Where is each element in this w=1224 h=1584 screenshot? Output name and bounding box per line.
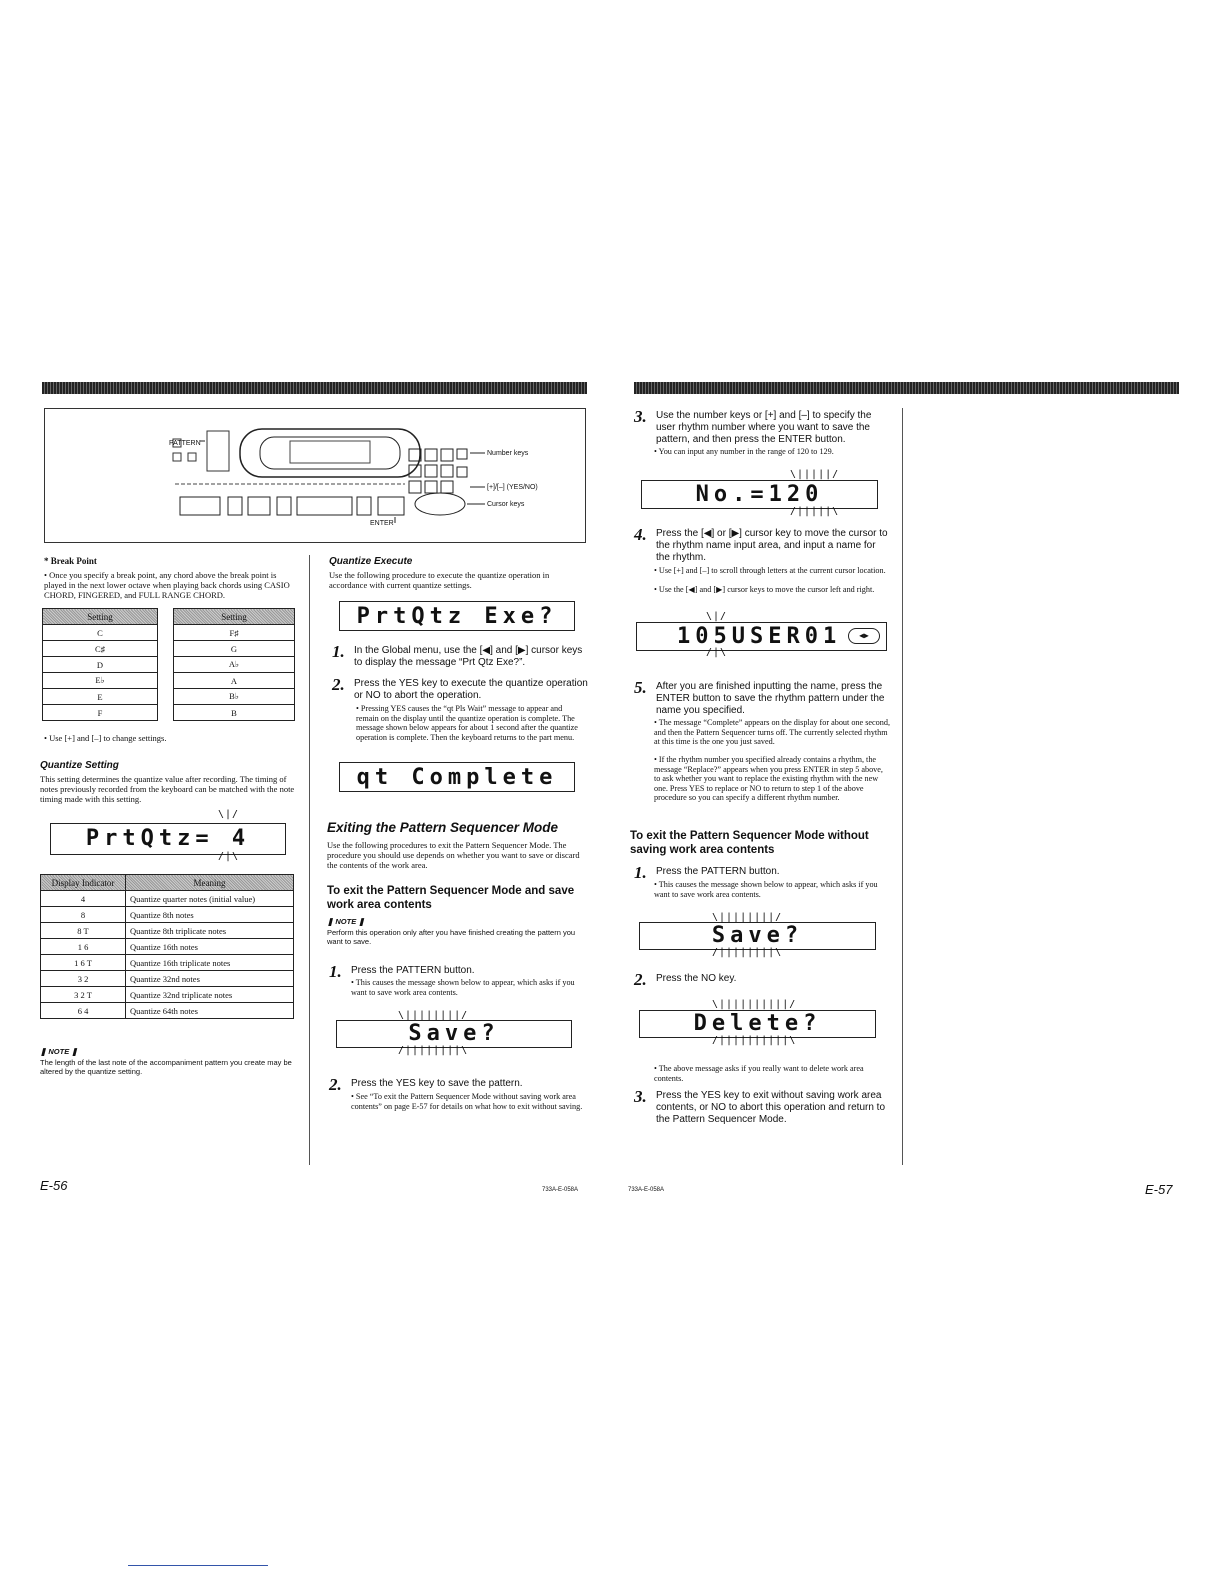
table-row [41, 923, 294, 939]
pattern-label: PATTERN [169, 440, 201, 447]
table-row [41, 971, 294, 987]
indicator-cell: 8 [41, 907, 126, 923]
step-number: 1. [634, 863, 647, 882]
note-title-left: ❚ NOTE ❚ [40, 1047, 78, 1056]
lcd-blink-top: \|/ [218, 809, 240, 820]
step-text: Press the YES key to save the pattern. [351, 1078, 523, 1089]
indicator-cell: 1 6 [41, 939, 126, 955]
table-row [41, 955, 294, 971]
lcd-blink-bottom: /|\ [218, 851, 240, 862]
nosave-step-2-bullet: • The above message asks if you really want to delete work area contents. [654, 1064, 864, 1083]
step-number: 2. [329, 1075, 342, 1094]
lcd-blink-top: \|/ [706, 611, 728, 622]
table2-cell: A♭ [174, 657, 295, 673]
table-row [41, 907, 294, 923]
step-text: Press the YES key to execute the quantize operation or NO to abort the operation. [354, 678, 588, 701]
header-band-right [634, 382, 1179, 394]
quantize-setting-text: This setting determines the quantize value after recording. The timing of notes previously recorded from the keyboard can be matched with the note timing made with this setting. [40, 774, 295, 804]
cursor-keys-icon: ◀▶ [848, 628, 880, 644]
table1-cell: F [43, 705, 158, 721]
enter-label: ENTER [370, 520, 394, 527]
meaning-cell: Quantize 8th triplicate notes [126, 923, 294, 939]
meaning-cell: Quantize 64th notes [126, 1003, 294, 1019]
lcd-save-right: Save? [639, 922, 876, 950]
save-step-5-bullet-1: • The message “Complete” appears on the display for about one second, and then the Pattern Sequencer turns off. The currently selected rhythm at this time is the one you just saved. [654, 718, 890, 746]
break-point-table-2 [173, 608, 295, 721]
lcd-blink-top: \||||||||||/ [712, 999, 797, 1010]
save-step-3-bullet: • You can input any number in the range of 120 to 129. [654, 447, 834, 456]
save-step-1-bullet: • This causes the message shown below to appear, which asks if you want to save work area contents. [351, 978, 575, 997]
step-text: Press the PATTERN button. [351, 965, 475, 976]
save-step-4-bullet-1: • Use [+] and [–] to scroll through letters at the current cursor location. [654, 566, 886, 575]
table2-cell: A [174, 673, 295, 689]
lcd-qt-complete: qt Complete [339, 762, 575, 792]
indicator-cell: 3 2 [41, 971, 126, 987]
table2-header: Setting [174, 609, 295, 625]
step-text: Use the number keys or [+] and [–] to specify the user rhythm number where you want to save the pattern, and then press the ENTER button. [656, 410, 872, 445]
keyboard-diagram [45, 409, 585, 542]
lcd-save-mid: Save? [336, 1020, 572, 1048]
indicator-cell: 3 2 T [41, 987, 126, 1003]
indicator-cell: 8 T [41, 923, 126, 939]
column-divider-2 [902, 408, 903, 1165]
code-right: 733A-E-058A [628, 1187, 665, 1193]
quantize-execute-title: Quantize Execute [329, 556, 413, 567]
meaning-cell: Quantize 16th notes [126, 939, 294, 955]
nosave-step-1-bullet: • This causes the message shown below to appear, which asks if you want to save work area contents. [654, 880, 878, 899]
step-text: Press the PATTERN button. [656, 866, 780, 877]
lcd-number: No.=120 [641, 480, 878, 509]
exiting-title: Exiting the Pattern Sequencer Mode [327, 820, 559, 835]
quantize-setting-title: Quantize Setting [40, 760, 119, 771]
step-number: 2. [634, 970, 647, 989]
note-text-mid: Perform this operation only after you have finished creating the pattern you want to save. [327, 928, 576, 946]
change-settings-note: • Use [+] and [–] to change settings. [44, 733, 167, 743]
lcd-blink-top: \||||||||/ [398, 1010, 469, 1021]
number-keys-label: Number keys [487, 450, 529, 457]
step-text: In the Global menu, use the [◀] and [▶] cursor keys to display the message “Prt Qtz Exe?”. [354, 645, 583, 668]
note-text-left: The length of the last note of the accompaniment pattern you create may be altered by the quantize setting. [40, 1058, 292, 1076]
meaning-cell: Quantize 8th notes [126, 907, 294, 923]
meaning-cell: Quantize 16th triplicate notes [126, 955, 294, 971]
save-step-2-bullet: • See “To exit the Pattern Sequencer Mode without saving work area contents” on page E-57 for details on what how to exit without saving. [351, 1092, 583, 1111]
table2-cell: B♭ [174, 689, 295, 705]
save-title: To exit the Pattern Sequencer Mode and save work area contents [327, 885, 575, 911]
meaning-cell: Quantize 32nd triplicate notes [126, 987, 294, 1003]
lcd-name-text: 105USER01 [677, 624, 842, 649]
code-left: 733A-E-058A [542, 1187, 579, 1193]
table-row [41, 987, 294, 1003]
step-number: 1. [329, 962, 342, 981]
lcd-blink-bottom: /|\ [706, 647, 728, 658]
table-row [41, 891, 294, 907]
lcd-blink-top: \||||||||/ [712, 912, 783, 923]
cursor-keys-label: Cursor keys [487, 501, 525, 508]
step-text: After you are finished inputting the name, press the ENTER button to save the rhythm pattern under the name you specified. [656, 681, 885, 716]
qe-step-2-bullet: • Pressing YES causes the “qt Pls Wait” message to appear and remain on the display until the quantize operation is complete. The message shown below appears for about 1 second after the quantize operation is complete. Then the keyboard returns to the part menu. [356, 704, 578, 742]
table1-cell: C [43, 625, 158, 641]
step-number: 4. [634, 525, 647, 544]
lcd-blink-bottom: /||||||||\ [398, 1045, 469, 1056]
break-point-bullet: • Once you specify a break point, any chord above the break point is played in the next lower octave when playing back chords using CASIO CHORD, FINGERED, and FULL RANGE CHORD. [44, 570, 290, 600]
step-text: Press the [◀] or [▶] cursor key to move the cursor to the rhythm name input area, and input a name for the rhythm. [656, 528, 888, 563]
page-number-left: E-56 [40, 1178, 68, 1193]
table-row [41, 1003, 294, 1019]
step-number: 5. [634, 678, 647, 697]
table2-cell: G [174, 641, 295, 657]
break-point-title: * Break Point [44, 556, 97, 566]
quantize-col-indicator: Display Indicator [41, 875, 126, 891]
step-number: 3. [634, 1087, 647, 1106]
quantize-table [40, 874, 294, 1019]
table2-cell: F♯ [174, 625, 295, 641]
exiting-text: Use the following procedures to exit the Pattern Sequencer Mode. The procedure you should use depends on whether you want to save or discard the contents of the work area. [327, 840, 580, 870]
indicator-cell: 4 [41, 891, 126, 907]
table1-header: Setting [43, 609, 158, 625]
step-number: 1. [332, 642, 345, 661]
indicator-cell: 6 4 [41, 1003, 126, 1019]
lcd-prtqtz: PrtQtz= 4 [50, 823, 286, 855]
step-text: Press the YES key to exit without saving work area contents, or NO to abort this operation and return to the Pattern Sequencer Mode. [656, 1090, 886, 1125]
quantize-col-meaning: Meaning [126, 875, 294, 891]
step-number: 2. [332, 675, 345, 694]
indicator-cell: 1 6 T [41, 955, 126, 971]
quantize-execute-text: Use the following procedure to execute the quantize operation in accordance with current quantize settings. [329, 570, 550, 590]
lcd-blink-bottom: /||||||||\ [712, 947, 783, 958]
table1-cell: E♭ [43, 673, 158, 689]
lcd-blink-bottom: /||||||||||\ [712, 1035, 797, 1046]
save-step-4-bullet-2: • Use the [◀] and [▶] cursor keys to move the cursor left and right. [654, 585, 875, 594]
meaning-cell: Quantize quarter notes (initial value) [126, 891, 294, 907]
keyboard-illustration [44, 408, 586, 543]
table-row [41, 939, 294, 955]
step-text: Press the NO key. [656, 973, 737, 984]
table1-cell: C♯ [43, 641, 158, 657]
lcd-name [636, 622, 887, 651]
step-number: 3. [634, 407, 647, 426]
lcd-prtqtz-exe: PrtQtz Exe? [339, 601, 575, 631]
break-point-table-1 [42, 608, 158, 721]
note-title-mid: ❚ NOTE ❚ [327, 917, 365, 926]
nosave-title: To exit the Pattern Sequencer Mode without saving work area contents [630, 830, 869, 856]
save-step-5-bullet-2: • If the rhythm number you specified already contains a rhythm, the message “Replace?” appears when you press ENTER in step 5 above, to ask whether you want to replace the existing rhythm with the new one. Press YES to replace or NO to return to step 1 of the above procedure so you can specify a different rhythm number. [654, 755, 883, 802]
lcd-delete: Delete? [639, 1010, 876, 1038]
table2-cell: B [174, 705, 295, 721]
table1-cell: D [43, 657, 158, 673]
header-band-left [42, 382, 587, 394]
lcd-blink-bottom: /|||||\ [790, 506, 840, 517]
column-divider-1 [309, 555, 310, 1165]
table1-cell: E [43, 689, 158, 705]
page-number-right: E-57 [1145, 1182, 1173, 1197]
yes-no-label: [+]/[–] (YES/NO) [487, 484, 538, 491]
bottom-rule [128, 1565, 268, 1566]
lcd-blink-top: \|||||/ [790, 469, 840, 480]
meaning-cell: Quantize 32nd notes [126, 971, 294, 987]
